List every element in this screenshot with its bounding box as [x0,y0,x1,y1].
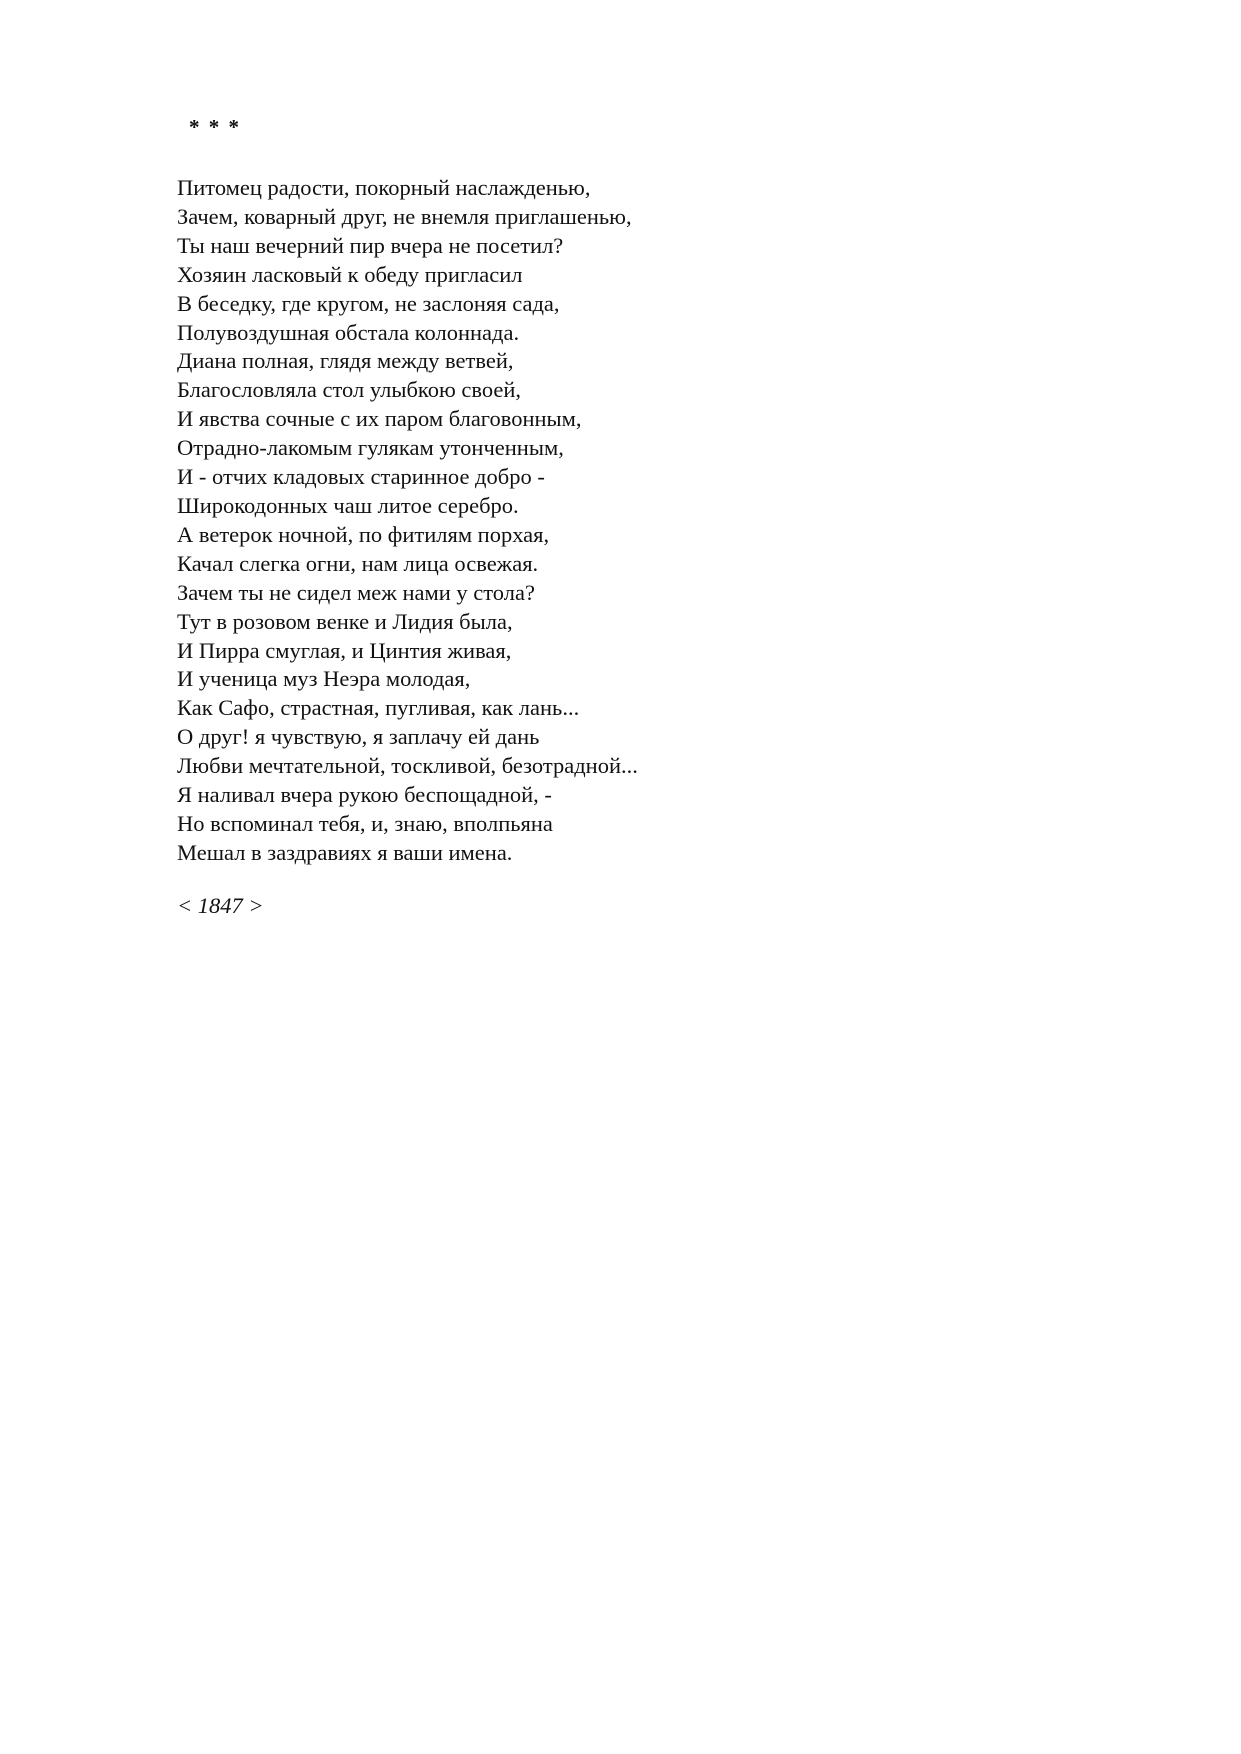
poem-line: И явства сочные с их паром благовонным, [177,406,582,432]
poem-line: Зачем, коварный друг, не внемля приглашенью, [177,203,632,229]
poem-line: Питомец радости, покорный наслажденью, [177,175,591,200]
poem-line: Качал слегка огни, нам лица освежая. [177,550,539,576]
poem-line: Любви мечтательной, тоскливой, безотрадной... [177,753,638,779]
poem-line: Но вспоминал тебя, и, знаю, вполпьяна [177,810,553,836]
poem-line: И - отчих кладовых старинное добро - [177,464,545,490]
poem-date: < 1847 > [177,893,264,918]
poem-line: А ветерок ночной, по фитилям порхая, [177,521,550,547]
poem-line: Как Сафо, страстная, пугливая, как лань... [177,695,580,721]
poem-body [177,174,638,868]
poem-line: Полувоздушная обстала колоннада. [177,319,520,345]
poem-line: И Пирра смуглая, и Цинтия живая, [177,637,512,663]
poem-line: Я наливал вчера рукою беспощадной, - [177,782,552,808]
poem-line: Зачем ты не сидел меж нами у стола? [177,579,535,605]
poem-line: Мешал в заздравиях я ваши имена. [177,839,513,865]
poem-line: Отрадно-лакомым гулякам утонченным, [177,435,564,461]
poem-line: Диана полная, глядя между ветвей, [177,348,514,374]
poem-line: Хозяин ласковый к обеду пригласил [177,261,523,287]
poem-line: И ученица муз Неэра молодая, [177,666,471,692]
poem-line: Тут в розовом венке и Лидия была, [177,608,513,634]
poem-line: Ты наш вечерний пир вчера не посетил? [177,232,564,258]
poem-title: * * * [189,115,241,139]
poem-line: Широкодонных чаш литое серебро. [177,492,519,518]
poem-line: В беседку, где кругом, не заслоняя сада, [177,290,560,316]
poem-line: О друг! я чувствую, я заплачу ей дань [177,724,540,750]
poem-line: Благословляла стол улыбкою своей, [177,377,522,403]
